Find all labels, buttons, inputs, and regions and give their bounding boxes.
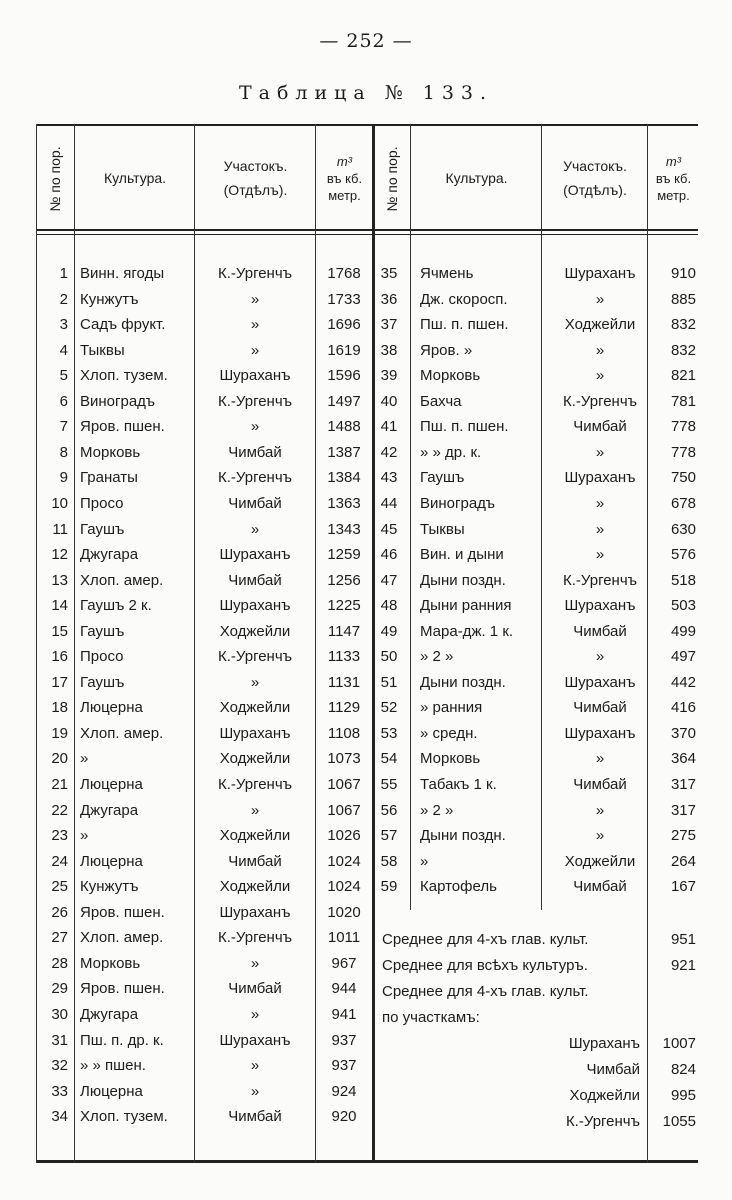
plot-cell: Ходжейли [219, 827, 291, 845]
table-row [36, 849, 698, 875]
row-number: 18 [51, 699, 68, 717]
plot-cell: » [250, 1057, 260, 1075]
plot-cell: Чимбай [573, 699, 627, 717]
plot-cell: Чимбай [228, 571, 282, 589]
row-number: 16 [51, 648, 68, 666]
plot-cell: Чимбай [573, 418, 627, 436]
table-row [36, 695, 698, 721]
value-cell: 167 [670, 878, 696, 896]
culture-cell: Гаушъ [80, 622, 125, 640]
value-cell: 497 [670, 648, 696, 666]
value-cell: 1363 [327, 494, 361, 512]
table-row [36, 261, 698, 287]
table-row [36, 414, 698, 440]
row-number: 10 [51, 494, 68, 512]
plot-cell: К.-Ургенчъ [217, 776, 293, 793]
row-number: 22 [51, 801, 68, 819]
value-cell: 442 [670, 673, 696, 691]
summary-plot-name: Ходжейли [569, 1087, 640, 1104]
row-number: 11 [52, 520, 68, 538]
table-row [36, 363, 698, 389]
table-row [36, 465, 698, 491]
value-cell: 750 [670, 469, 696, 487]
header-value-right: m³ въ кб. метр. [655, 153, 692, 203]
table-row [36, 593, 698, 619]
culture-cell: Морковь [420, 367, 481, 385]
row-number: 40 [380, 392, 398, 410]
table-row [36, 542, 698, 568]
table-row [36, 976, 698, 1002]
culture-cell: Яров. » [420, 341, 473, 359]
plot-cell: К.-Ургенчъ [562, 392, 638, 410]
row-number: 9 [59, 469, 68, 487]
plot-cell: Шураханъ [564, 673, 636, 691]
row-number: 45 [380, 520, 398, 538]
row-number: 32 [51, 1057, 68, 1075]
culture-cell: Пш. п. др. к. [80, 1031, 164, 1049]
value-cell: 576 [670, 546, 696, 564]
value-cell: 1020 [327, 903, 361, 921]
value-cell: 1343 [327, 520, 361, 538]
value-cell: 1596 [327, 367, 361, 385]
culture-cell: Гаушъ 2 к. [80, 597, 152, 615]
plot-cell: » [595, 801, 605, 819]
culture-cell: Пш. п. пшен. [420, 418, 509, 436]
value-cell: 317 [670, 776, 696, 793]
plot-cell: Шураханъ [219, 367, 291, 385]
value-cell: 967 [331, 954, 357, 972]
plot-cell: Ходжейли [219, 622, 291, 640]
culture-cell: Дж. скоросп. [420, 290, 508, 308]
culture-cell: Гаушъ [420, 469, 465, 487]
culture-cell: Картофель [420, 878, 497, 896]
row-number: 14 [51, 597, 68, 615]
row-number: 27 [51, 929, 68, 947]
plot-cell: Шураханъ [564, 469, 636, 487]
culture-cell: Хлоп. амер. [80, 571, 164, 589]
culture-cell: Хлоп. тузем. [80, 367, 168, 385]
table-row [36, 338, 698, 364]
value-cell: 920 [331, 1108, 357, 1126]
value-cell: 1384 [327, 469, 361, 487]
value-cell: 1067 [327, 776, 361, 793]
table-row [36, 823, 698, 849]
value-cell: 1387 [327, 443, 361, 461]
value-cell: 1073 [327, 750, 361, 768]
value-cell: 317 [670, 801, 696, 819]
row-number: 23 [51, 827, 68, 845]
page-number: — 252 — [319, 30, 413, 52]
culture-cell: Ячмень [420, 265, 474, 282]
plot-cell: » [595, 443, 605, 461]
culture-cell: Гаушъ [80, 673, 125, 691]
plot-cell: Шураханъ [219, 724, 291, 742]
row-number: 35 [380, 265, 398, 282]
row-number: 6 [59, 392, 68, 410]
culture-cell: Дыни поздн. [420, 827, 506, 845]
row-number: 59 [380, 878, 398, 896]
row-number: 28 [51, 954, 68, 972]
culture-cell: Дыни поздн. [420, 571, 506, 589]
row-number: 53 [380, 724, 398, 742]
table-row [36, 491, 698, 517]
summary-avg-all-value: 921 [670, 957, 696, 974]
plot-cell: » [250, 1005, 260, 1023]
value-cell: 1488 [327, 418, 361, 436]
value-cell: 364 [670, 750, 696, 768]
summary-plot-value: 1055 [662, 1113, 696, 1130]
culture-cell: » 2 » [420, 801, 454, 819]
table-row [36, 440, 698, 466]
culture-cell: Дыни ранния [420, 597, 512, 615]
culture-cell: Джугара [80, 801, 139, 819]
table-bottom-rule [36, 1160, 698, 1163]
table-row [36, 619, 698, 645]
culture-cell: » » пшен. [80, 1057, 146, 1075]
value-cell: 832 [670, 341, 696, 359]
row-number: 33 [51, 1082, 68, 1100]
summary-plot-value: 824 [670, 1061, 696, 1078]
table-row [36, 798, 698, 824]
value-cell: 678 [670, 494, 696, 512]
table-title: Таблица № 133. [238, 82, 494, 104]
plot-cell: » [595, 546, 605, 564]
row-number: 13 [51, 571, 68, 589]
culture-cell: Люцерна [80, 852, 143, 870]
culture-cell: » средн. [420, 724, 478, 742]
row-number: 29 [51, 980, 68, 998]
row-number: 52 [380, 699, 398, 717]
summary-plot-name: Чимбай [586, 1061, 640, 1078]
value-cell: 1024 [327, 852, 361, 870]
summary-plot-value: 1007 [662, 1035, 696, 1052]
value-cell: 1108 [327, 724, 361, 742]
culture-cell: Хлоп. тузем. [80, 1108, 168, 1126]
plot-cell: Шураханъ [564, 597, 636, 615]
table-row [36, 925, 698, 951]
summary-by-plot-label-2: по участкамъ: [382, 1009, 480, 1026]
value-cell: 503 [670, 597, 696, 615]
table-row [36, 1002, 698, 1028]
row-number: 24 [51, 852, 68, 870]
plot-cell: Ходжейли [564, 852, 636, 870]
row-number: 44 [380, 494, 398, 512]
plot-cell: Шураханъ [564, 265, 636, 282]
value-cell: 1024 [327, 878, 361, 896]
plot-cell: Чимбай [573, 776, 627, 793]
plot-cell: Чимбай [228, 1108, 282, 1126]
value-cell: 937 [331, 1057, 357, 1075]
plot-cell: Чимбай [228, 852, 282, 870]
plot-cell: » [250, 290, 260, 308]
row-number: 42 [380, 443, 398, 461]
summary-plot-name: Шураханъ [568, 1035, 640, 1052]
plot-cell: Ходжейли [564, 316, 636, 334]
table-row [36, 874, 698, 900]
row-number: 12 [51, 546, 68, 564]
row-number: 48 [380, 597, 398, 615]
plot-cell: » [250, 316, 260, 334]
table-row [36, 389, 698, 415]
row-number: 8 [59, 443, 68, 461]
value-cell: 1497 [327, 392, 361, 410]
header-value-left: m³ въ кб. метр. [326, 153, 363, 203]
summary-by-plot-label-1: Среднее для 4-хъ глав. культ. [382, 983, 589, 1000]
plot-cell: К.-Ургенчъ [217, 392, 293, 410]
header-plot-left: Участокъ. (Отдѣлъ). [223, 158, 288, 198]
value-cell: 499 [670, 622, 696, 640]
row-number: 47 [380, 571, 398, 589]
plot-cell: » [250, 801, 260, 819]
value-cell: 1147 [327, 622, 361, 640]
plot-cell: К.-Ургенчъ [217, 648, 293, 666]
plot-cell: Ходжейли [219, 699, 291, 717]
culture-cell: » ранния [420, 699, 483, 717]
summary-plot-name: К.-Ургенчъ [565, 1113, 640, 1130]
value-cell: 1133 [327, 648, 361, 666]
culture-cell: Хлоп. амер. [80, 929, 164, 947]
plot-cell: » [595, 494, 605, 512]
plot-cell: К.-Ургенчъ [217, 265, 293, 282]
row-number: 30 [51, 1005, 68, 1023]
table-row [36, 312, 698, 338]
row-number: 55 [380, 776, 398, 793]
value-cell: 885 [670, 290, 696, 308]
culture-cell: Тыквы [420, 520, 465, 538]
plot-cell: » [250, 954, 260, 972]
row-number: 31 [51, 1031, 68, 1049]
plot-cell: К.-Ургенчъ [217, 929, 293, 947]
culture-cell: Бахча [420, 392, 462, 410]
table-row [36, 287, 698, 313]
summary-plot-value: 995 [670, 1087, 696, 1104]
value-cell: 778 [670, 418, 696, 436]
row-number: 34 [51, 1108, 68, 1126]
row-number: 15 [51, 622, 68, 640]
value-cell: 1259 [327, 546, 361, 564]
plot-cell: » [250, 673, 260, 691]
value-cell: 1129 [327, 699, 361, 717]
culture-cell: Яров. пшен. [80, 903, 165, 921]
row-number: 54 [380, 750, 398, 768]
row-number: 43 [380, 469, 398, 487]
plot-cell: » [250, 520, 260, 538]
value-cell: 832 [670, 316, 696, 334]
value-cell: 1733 [327, 290, 361, 308]
culture-cell: Яров. пшен. [80, 418, 165, 436]
plot-cell: Чимбай [228, 443, 282, 461]
value-cell: 1768 [327, 265, 361, 282]
plot-cell: Чимбай [573, 878, 627, 896]
culture-cell: Морковь [80, 954, 141, 972]
culture-cell: Виноградъ [80, 392, 155, 410]
value-cell: 1619 [327, 341, 361, 359]
plot-cell: Шураханъ [219, 597, 291, 615]
value-cell: 416 [670, 699, 696, 717]
culture-cell: Хлоп. амер. [80, 724, 164, 742]
value-cell: 1026 [327, 827, 361, 845]
culture-cell: Люцерна [80, 699, 143, 717]
value-cell: 781 [670, 392, 696, 410]
row-number: 21 [51, 776, 68, 793]
plot-cell: Шураханъ [564, 724, 636, 742]
plot-cell: Шураханъ [219, 546, 291, 564]
row-number: 56 [380, 801, 398, 819]
culture-cell: Джугара [80, 546, 139, 564]
header-rule-2 [36, 234, 698, 235]
culture-cell: » [80, 827, 89, 845]
value-cell: 944 [331, 980, 357, 998]
row-number: 19 [51, 724, 68, 742]
culture-cell: Просо [80, 648, 124, 666]
data-table [36, 124, 698, 1164]
culture-cell: Мара-дж. 1 к. [420, 622, 514, 640]
value-cell: 630 [670, 520, 696, 538]
row-number: 58 [380, 852, 398, 870]
table-row [36, 746, 698, 772]
culture-cell: Джугара [80, 1005, 139, 1023]
row-number: 3 [59, 316, 68, 334]
value-cell: 370 [670, 724, 696, 742]
value-cell: 937 [331, 1031, 357, 1049]
culture-cell: Садъ фрукт. [80, 316, 166, 334]
row-number: 17 [51, 673, 68, 691]
culture-cell: Люцерна [80, 1082, 143, 1100]
row-number: 49 [380, 622, 398, 640]
plot-cell: » [250, 418, 260, 436]
row-number: 37 [380, 316, 398, 334]
culture-cell: » [420, 852, 429, 870]
table-row [36, 517, 698, 543]
row-number: 39 [380, 367, 398, 385]
table-row [36, 568, 698, 594]
row-number: 4 [59, 341, 68, 359]
plot-cell: Шураханъ [219, 903, 291, 921]
culture-cell: Дыни поздн. [420, 673, 506, 691]
value-cell: 1225 [327, 597, 361, 615]
value-cell: 941 [331, 1005, 357, 1023]
row-number: 41 [380, 418, 398, 436]
row-number: 2 [59, 290, 68, 308]
header-num-right: № по пор. [384, 146, 400, 212]
table-row [36, 721, 698, 747]
value-cell: 1696 [327, 316, 361, 334]
culture-cell: Яров. пшен. [80, 980, 165, 998]
culture-cell: » » др. к. [420, 443, 482, 461]
value-cell: 1256 [327, 571, 361, 589]
value-cell: 1067 [327, 801, 361, 819]
plot-cell: » [250, 1082, 260, 1100]
culture-cell: Кунжутъ [80, 878, 139, 896]
row-number: 57 [380, 827, 398, 845]
value-cell: 924 [331, 1082, 357, 1100]
plot-cell: » [595, 750, 605, 768]
header-plot-right: Участокъ. (Отдѣлъ). [563, 158, 627, 198]
value-cell: 821 [670, 367, 696, 385]
culture-cell: Просо [80, 494, 124, 512]
culture-cell: Винн. ягоды [80, 265, 165, 282]
value-cell: 518 [670, 571, 696, 589]
plot-cell: Шураханъ [219, 1031, 291, 1049]
summary-avg-main4-value: 951 [670, 931, 696, 948]
value-cell: 910 [670, 265, 696, 282]
row-number: 51 [380, 673, 398, 691]
header-culture-left: Культура. [103, 170, 167, 186]
row-number: 36 [380, 290, 398, 308]
header-culture-right: Культура. [445, 170, 508, 186]
culture-cell: Тыквы [80, 341, 125, 359]
table-row [36, 644, 698, 670]
row-number: 20 [51, 750, 68, 768]
plot-cell: » [595, 520, 605, 538]
plot-cell: Ходжейли [219, 878, 291, 896]
value-cell: 275 [670, 827, 696, 845]
culture-cell: Морковь [420, 750, 481, 768]
culture-cell: » [80, 750, 89, 768]
culture-cell: Гранаты [80, 469, 138, 487]
header-num-left: № по пор. [47, 146, 63, 212]
row-number: 26 [51, 903, 68, 921]
summary-avg-main4-label: Среднее для 4-хъ глав. культ. [382, 931, 589, 948]
culture-cell: Гаушъ [80, 520, 125, 538]
row-number: 7 [59, 418, 68, 436]
culture-cell: Виноградъ [420, 494, 495, 512]
plot-cell: Чимбай [573, 622, 627, 640]
culture-cell: Кунжутъ [80, 290, 139, 308]
value-cell: 1131 [327, 673, 361, 691]
table-row [36, 670, 698, 696]
plot-cell: » [595, 367, 605, 385]
value-cell: 1011 [327, 929, 361, 947]
culture-cell: Пш. п. пшен. [420, 316, 509, 334]
row-number: 50 [380, 648, 398, 666]
culture-cell: » 2 » [420, 648, 454, 666]
row-number: 1 [59, 265, 68, 282]
row-number: 5 [59, 367, 68, 385]
plot-cell: Чимбай [228, 494, 282, 512]
plot-cell: » [595, 648, 605, 666]
summary-avg-all-label: Среднее для всѣхъ культуръ. [382, 957, 588, 974]
table-row [36, 900, 698, 926]
table-row [36, 772, 698, 798]
culture-cell: Вин. и дыни [420, 546, 504, 564]
table-row [36, 951, 698, 977]
culture-cell: Люцерна [80, 776, 143, 793]
culture-cell: Морковь [80, 443, 141, 461]
plot-cell: К.-Ургенчъ [562, 571, 638, 589]
plot-cell: К.-Ургенчъ [217, 469, 293, 487]
plot-cell: » [595, 290, 605, 308]
row-number: 38 [380, 341, 398, 359]
plot-cell: Ходжейли [219, 750, 291, 768]
row-number: 46 [380, 546, 398, 564]
culture-cell: Табакъ 1 к. [420, 776, 497, 793]
plot-cell: » [595, 827, 605, 845]
value-cell: 264 [670, 852, 696, 870]
plot-cell: Чимбай [228, 980, 282, 998]
plot-cell: » [595, 341, 605, 359]
row-number: 25 [51, 878, 68, 896]
plot-cell: » [250, 341, 260, 359]
value-cell: 778 [670, 443, 696, 461]
